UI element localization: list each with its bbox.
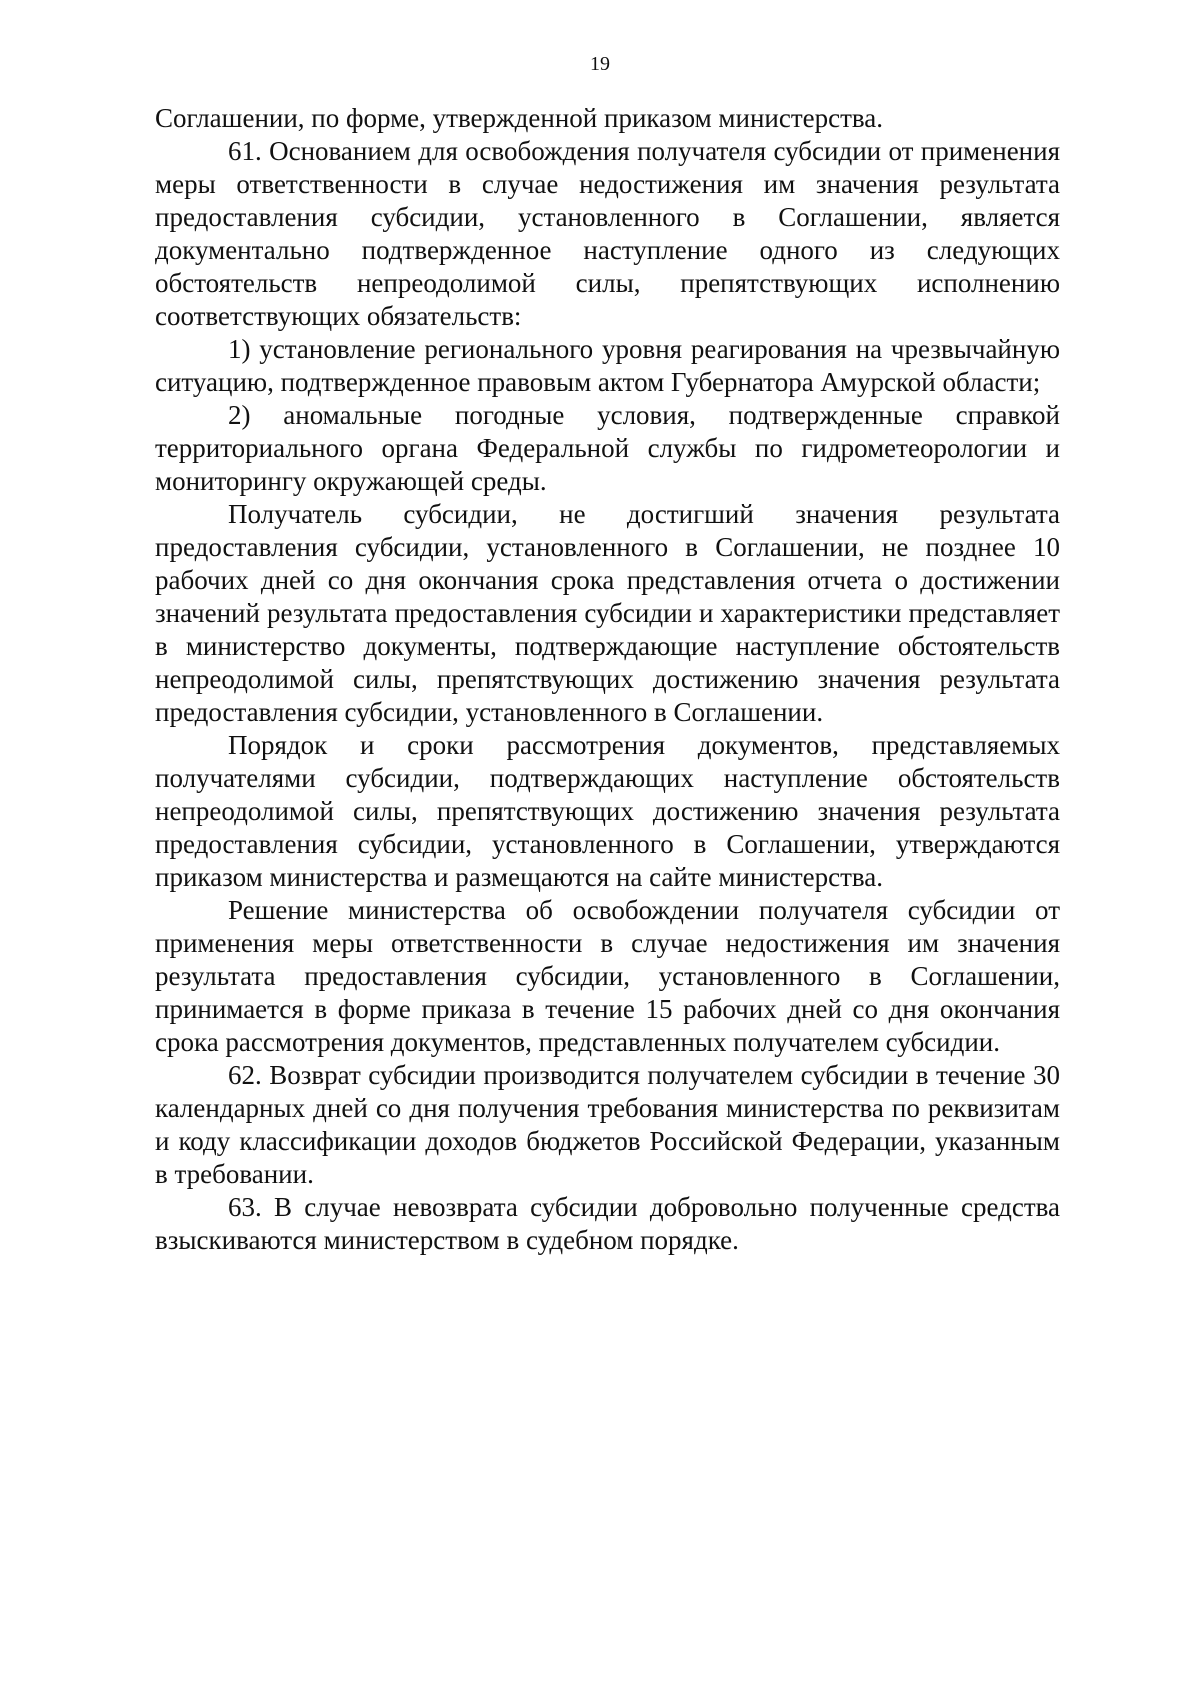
paragraph-ministry-decision: Решение министерства об освобождении получателя субсидии от применения меры ответственности в случае недостижения им значения результата предоставления субсидии, установленного в Соглашении, принимается в форме приказа в течение 15 рабочих дней со дня окончания срока рассмотрения документов, представленных получателем субсидии. bbox=[155, 895, 1060, 1057]
paragraph-61-item-1: 1) установление регионального уровня реагирования на чрезвычайную ситуацию, подтвержденное правовым актом Губернатора Амурской области; bbox=[155, 334, 1060, 397]
page-number: 19 bbox=[590, 53, 610, 75]
paragraph-recipient-documents: Получатель субсидии, не достигший значения результата предоставления субсидии, установленного в Соглашении, не позднее 10 рабочих дней со дня окончания срока представления отчета о достижении значений результата предоставления субсидии и характеристики представляет в министерство документы, подтверждающие наступление обстоятельств непреодолимой силы, препятствующих достижению значения результата предоставления субсидии, установленного в Соглашении. bbox=[155, 499, 1060, 727]
document-body bbox=[155, 102, 1060, 1257]
paragraph-continuation: Соглашении, по форме, утвержденной приказом министерства. bbox=[155, 103, 884, 133]
paragraph-61-item-2: 2) аномальные погодные условия, подтвержденные справкой территориального органа Федеральной службы по гидрометеорологии и мониторингу окружающей среды. bbox=[155, 400, 1060, 496]
paragraph-63: 63. В случае невозврата субсидии добровольно полученные средства взыскиваются министерством в судебном порядке. bbox=[155, 1192, 1060, 1255]
paragraph-review-procedure: Порядок и сроки рассмотрения документов, представляемых получателями субсидии, подтверждающих наступление обстоятельств непреодолимой силы, препятствующих достижению значения результата предоставления субсидии, установленного в Соглашении, утверждаются приказом министерства и размещаются на сайте министерства. bbox=[155, 730, 1060, 892]
paragraph-61: 61. Основанием для освобождения получателя субсидии от применения меры ответственности в случае недостижения им значения результата предоставления субсидии, установленного в Соглашении, является документально подтвержденное наступление одного из следующих обстоятельств непреодолимой силы, препятствующих исполнению соответствующих обязательств: bbox=[155, 136, 1060, 331]
paragraph-62: 62. Возврат субсидии производится получателем субсидии в течение 30 календарных дней со дня получения требования министерства по реквизитам и коду классификации доходов бюджетов Российской Федерации, указанным в требовании. bbox=[155, 1060, 1060, 1189]
